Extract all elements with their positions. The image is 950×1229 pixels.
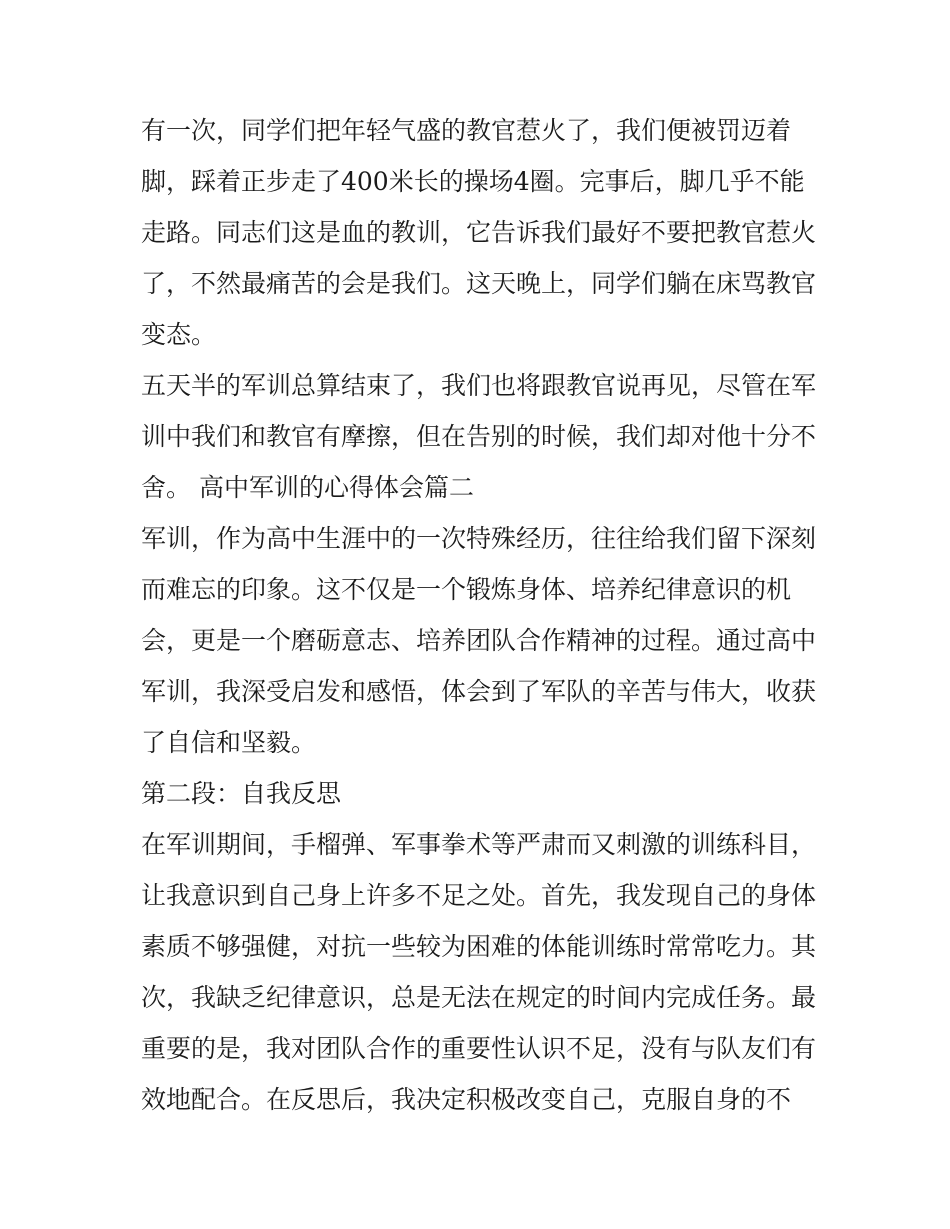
text-line: 军训，我深受启发和感悟，体会到了军队的辛苦与伟大，收获	[141, 677, 817, 706]
text-line: 次，我缺乏纪律意识，总是无法在规定的时间内完成任务。最	[141, 983, 817, 1012]
text-line: 军训，作为高中生涯中的一次特殊经历，往往给我们留下深刻	[141, 524, 817, 553]
document-body	[141, 105, 817, 1125]
text-line: 五天半的军训总算结束了，我们也将跟教官说再见，尽管在军	[141, 371, 817, 400]
text-line: 变态。	[141, 320, 217, 349]
text-line: 了，不然最痛苦的会是我们。这天晚上，同学们躺在床骂教官	[141, 269, 817, 298]
section-heading: 第二段：自我反思	[141, 779, 342, 808]
text-line: 走路。同志们这是血的教训，它告诉我们最好不要把教官惹火	[141, 218, 817, 247]
text-line: 素质不够强健，对抗一些较为困难的体能训练时常常吃力。其	[141, 932, 817, 961]
text-line: 舍。 高中军训的心得体会篇二	[141, 473, 474, 502]
text-line: 效地配合。在反思后，我决定积极改变自己，克服自身的不	[141, 1085, 792, 1114]
text-line: 脚，踩着正步走了400米长的操场4圈。完事后，脚几乎不能	[141, 167, 805, 196]
text-line: 了自信和坚毅。	[141, 728, 317, 757]
text-line: 重要的是，我对团队合作的重要性认识不足，没有与队友们有	[141, 1034, 817, 1063]
text-line: 在军训期间，手榴弹、军事拳术等严肃而又刺激的训练科目，	[141, 830, 817, 859]
text-line: 而难忘的印象。这不仅是一个锻炼身体、培养纪律意识的机	[141, 575, 792, 604]
text-line: 让我意识到自己身上许多不足之处。首先，我发现自己的身体	[141, 881, 817, 910]
text-line: 会，更是一个磨砺意志、培养团队合作精神的过程。通过高中	[141, 626, 817, 655]
text-line: 有一次，同学们把年轻气盛的教官惹火了，我们便被罚迈着	[141, 116, 792, 145]
text-line: 训中我们和教官有摩擦，但在告别的时候，我们却对他十分不	[141, 422, 817, 451]
